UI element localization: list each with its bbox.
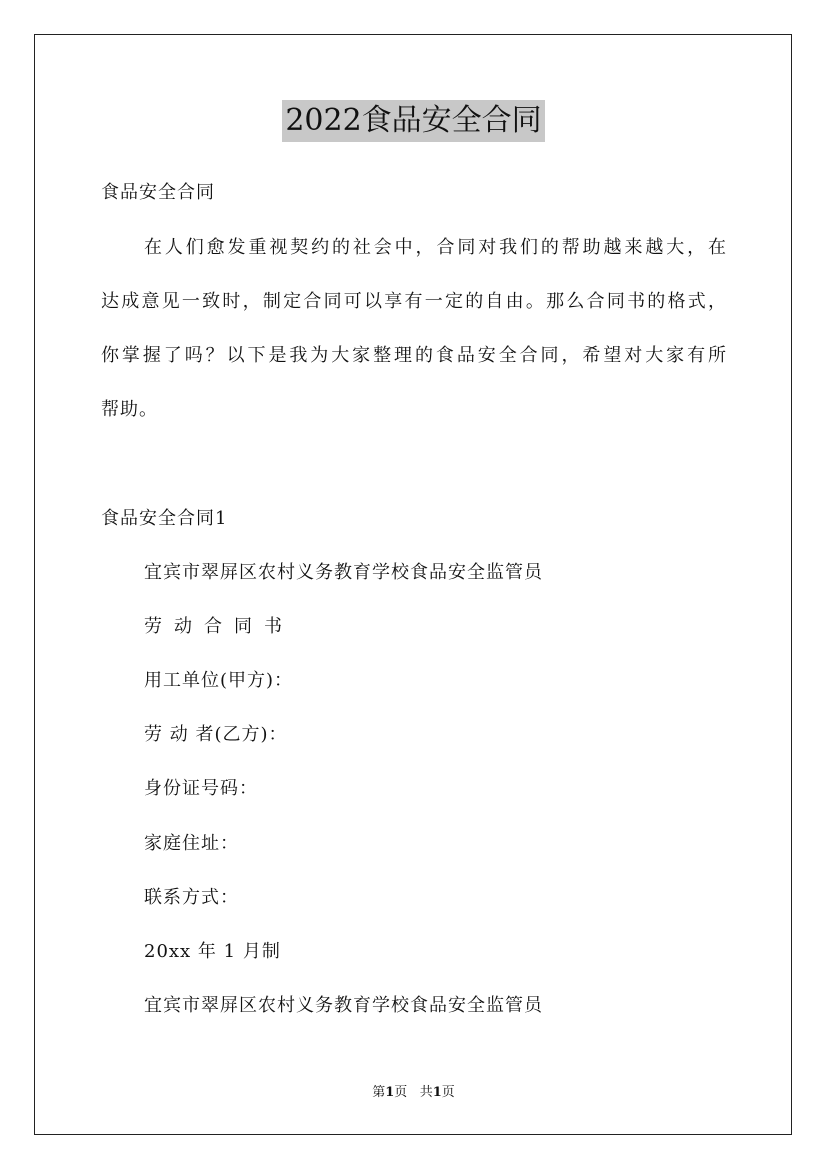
page-number: 1 xyxy=(385,1085,395,1100)
page-footer xyxy=(0,1084,827,1102)
section-title: 食品安全合同1 xyxy=(101,508,228,529)
document-title xyxy=(0,100,827,142)
worker-field: 劳 动 者(乙方)： xyxy=(144,724,288,745)
contact-field: 联系方式： xyxy=(144,887,239,908)
document-title-text: 2022食品安全合同 xyxy=(282,100,544,142)
contract-title: 劳动合同书 xyxy=(144,616,294,637)
total-pages: 1 xyxy=(432,1085,442,1100)
intro-line-3: 你掌握了吗？以下是我为大家整理的食品安全合同，希望对大家有所 xyxy=(101,345,727,366)
id-number-field: 身份证号码： xyxy=(144,778,258,799)
school-name-repeat: 宜宾市翠屏区农村义务教育学校食品安全监管员 xyxy=(144,995,543,1016)
intro-line-4: 帮助。 xyxy=(101,399,158,420)
document-heading: 食品安全合同 xyxy=(101,182,215,203)
page-label-suffix: 页 xyxy=(394,1085,408,1100)
total-label-suffix: 页 xyxy=(441,1085,455,1100)
intro-line-2: 达成意见一致时，制定合同可以享有一定的自由。那么合同书的格式， xyxy=(101,291,727,312)
employer-field: 用工单位(甲方)： xyxy=(144,670,294,691)
intro-line-1: 在人们愈发重视契约的社会中，合同对我们的帮助越来越大，在 xyxy=(144,237,727,258)
date-made: 20xx 年 1 月制 xyxy=(144,941,281,962)
school-name: 宜宾市翠屏区农村义务教育学校食品安全监管员 xyxy=(144,562,543,583)
page-label-prefix: 第 xyxy=(372,1085,386,1100)
address-field: 家庭住址： xyxy=(144,833,239,854)
total-label-prefix: 共 xyxy=(419,1085,433,1100)
